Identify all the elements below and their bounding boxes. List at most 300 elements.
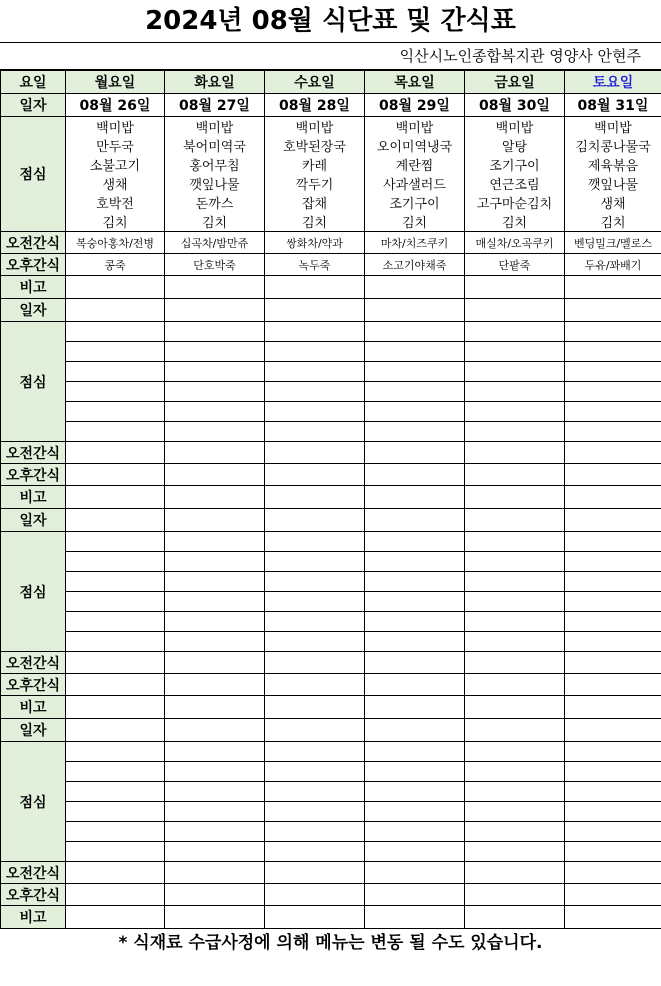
menu-item bbox=[66, 572, 165, 592]
menu-item: 백미밥 bbox=[365, 117, 465, 137]
menu-item bbox=[365, 532, 465, 552]
date-fri: 08월 30일 bbox=[465, 94, 565, 117]
menu-item bbox=[66, 612, 165, 632]
menu-item bbox=[66, 632, 165, 652]
menu-item bbox=[365, 762, 465, 782]
menu-item bbox=[66, 532, 165, 552]
am-snack-cell bbox=[165, 652, 265, 674]
date-cell bbox=[265, 509, 365, 532]
menu-item: 알탕 bbox=[465, 136, 565, 155]
week-1 bbox=[1, 71, 661, 299]
pm-snack-row bbox=[1, 254, 661, 276]
menu-item bbox=[565, 402, 661, 422]
menu-item bbox=[265, 742, 365, 762]
menu-item: 생채 bbox=[66, 174, 165, 193]
menu-item: 호박전 bbox=[66, 193, 165, 212]
pm-snack-cell bbox=[565, 884, 661, 906]
menu-item bbox=[165, 342, 265, 362]
lunch-row bbox=[1, 117, 661, 137]
row-label-pm-snack: 오후간식 bbox=[1, 884, 66, 906]
weekday-mon: 월요일 bbox=[66, 71, 165, 94]
menu-item bbox=[165, 742, 265, 762]
lunch-row bbox=[1, 362, 661, 382]
pm-snack-cell bbox=[365, 674, 465, 696]
menu-item bbox=[265, 802, 365, 822]
menu-item bbox=[265, 592, 365, 612]
menu-item bbox=[165, 382, 265, 402]
date-cell bbox=[565, 719, 661, 742]
lunch-row bbox=[1, 193, 661, 212]
menu-item bbox=[565, 342, 661, 362]
menu-item bbox=[265, 322, 365, 342]
weekday-sat: 토요일 bbox=[565, 71, 661, 94]
menu-item bbox=[365, 822, 465, 842]
menu-item: 깍두기 bbox=[265, 174, 365, 193]
menu-item bbox=[565, 842, 661, 862]
note-cell bbox=[165, 906, 265, 929]
note-cell bbox=[465, 276, 565, 299]
menu-item: 백미밥 bbox=[66, 117, 165, 137]
am-snack-row bbox=[1, 232, 661, 254]
pm-snack-cell: 콩죽 bbox=[66, 254, 165, 276]
date-tue: 08월 27일 bbox=[165, 94, 265, 117]
menu-item bbox=[565, 552, 661, 572]
pm-snack-cell bbox=[465, 674, 565, 696]
pm-snack-cell bbox=[265, 674, 365, 696]
date-row bbox=[1, 299, 661, 322]
note-cell bbox=[66, 906, 165, 929]
pm-snack-cell: 단팥죽 bbox=[465, 254, 565, 276]
menu-item: 조기구이 bbox=[465, 155, 565, 174]
menu-item: 계란찜 bbox=[365, 155, 465, 174]
menu-item bbox=[365, 382, 465, 402]
menu-item bbox=[66, 362, 165, 382]
menu-item: 백미밥 bbox=[165, 117, 265, 137]
week-4 bbox=[1, 719, 661, 929]
menu-item bbox=[66, 762, 165, 782]
menu-item bbox=[565, 322, 661, 342]
menu-item bbox=[365, 402, 465, 422]
menu-item bbox=[165, 802, 265, 822]
row-label-date: 일자 bbox=[1, 94, 66, 117]
menu-item: 김치 bbox=[465, 212, 565, 232]
note-cell bbox=[165, 276, 265, 299]
row-label-am-snack: 오전간식 bbox=[1, 232, 66, 254]
menu-item bbox=[265, 632, 365, 652]
date-cell bbox=[465, 509, 565, 532]
lunch-row bbox=[1, 742, 661, 762]
menu-item bbox=[565, 572, 661, 592]
lunch-row bbox=[1, 552, 661, 572]
date-cell bbox=[165, 719, 265, 742]
date-cell bbox=[66, 719, 165, 742]
lunch-row bbox=[1, 572, 661, 592]
lunch-row bbox=[1, 612, 661, 632]
menu-item: 연근조림 bbox=[465, 174, 565, 193]
menu-item bbox=[365, 592, 465, 612]
lunch-row bbox=[1, 342, 661, 362]
menu-item bbox=[165, 612, 265, 632]
pm-snack-cell: 두유/꽈배기 bbox=[565, 254, 661, 276]
am-snack-cell bbox=[565, 862, 661, 884]
menu-item bbox=[265, 422, 365, 442]
pm-snack-cell bbox=[265, 884, 365, 906]
am-snack-cell bbox=[365, 442, 465, 464]
menu-item bbox=[265, 342, 365, 362]
menu-item bbox=[565, 742, 661, 762]
menu-item bbox=[465, 362, 565, 382]
pm-snack-cell bbox=[66, 464, 165, 486]
note-cell bbox=[465, 696, 565, 719]
menu-item bbox=[265, 382, 365, 402]
weekday-header-row bbox=[1, 71, 661, 94]
menu-item: 북어미역국 bbox=[165, 136, 265, 155]
menu-item bbox=[565, 362, 661, 382]
row-label-am-snack: 오전간식 bbox=[1, 652, 66, 674]
menu-item bbox=[565, 592, 661, 612]
menu-item bbox=[465, 762, 565, 782]
date-wed: 08월 28일 bbox=[265, 94, 365, 117]
menu-item bbox=[165, 422, 265, 442]
weekday-wed: 수요일 bbox=[265, 71, 365, 94]
lunch-row bbox=[1, 174, 661, 193]
lunch-row bbox=[1, 532, 661, 552]
pm-snack-cell: 녹두죽 bbox=[265, 254, 365, 276]
row-label-date: 일자 bbox=[1, 719, 66, 742]
weekday-tue: 화요일 bbox=[165, 71, 265, 94]
menu-item bbox=[565, 802, 661, 822]
menu-item bbox=[66, 422, 165, 442]
menu-item bbox=[465, 842, 565, 862]
pm-snack-cell bbox=[165, 674, 265, 696]
am-snack-cell bbox=[66, 652, 165, 674]
note-cell bbox=[365, 276, 465, 299]
page-title: 2024년 08월 식단표 및 간식표 bbox=[0, 0, 661, 43]
menu-item: 오이미역냉국 bbox=[365, 136, 465, 155]
menu-item bbox=[365, 342, 465, 362]
note-cell bbox=[165, 486, 265, 509]
menu-item bbox=[265, 532, 365, 552]
menu-item bbox=[565, 782, 661, 802]
lunch-row bbox=[1, 422, 661, 442]
menu-item bbox=[265, 612, 365, 632]
week-3 bbox=[1, 509, 661, 719]
menu-item bbox=[365, 572, 465, 592]
lunch-row bbox=[1, 822, 661, 842]
menu-item bbox=[66, 382, 165, 402]
lunch-row bbox=[1, 322, 661, 342]
menu-item bbox=[565, 632, 661, 652]
menu-item bbox=[365, 322, 465, 342]
row-label-lunch: 점심 bbox=[1, 742, 66, 862]
pm-snack-cell bbox=[565, 674, 661, 696]
weekday-thu: 목요일 bbox=[365, 71, 465, 94]
pm-snack-cell bbox=[465, 884, 565, 906]
pm-snack-cell: 소고기야채죽 bbox=[365, 254, 465, 276]
menu-item bbox=[66, 802, 165, 822]
date-mon: 08월 26일 bbox=[66, 94, 165, 117]
menu-item bbox=[465, 532, 565, 552]
row-label-date: 일자 bbox=[1, 509, 66, 532]
date-cell bbox=[365, 509, 465, 532]
menu-item bbox=[365, 362, 465, 382]
note-cell bbox=[165, 696, 265, 719]
menu-item bbox=[265, 762, 365, 782]
lunch-row bbox=[1, 782, 661, 802]
date-row bbox=[1, 719, 661, 742]
menu-item bbox=[465, 782, 565, 802]
menu-item: 생채 bbox=[565, 193, 661, 212]
menu-item: 만두국 bbox=[66, 136, 165, 155]
author-line: 익산시노인종합복지관 영양사 안현주 bbox=[0, 43, 661, 70]
menu-item: 김치 bbox=[265, 212, 365, 232]
row-label-date: 일자 bbox=[1, 299, 66, 322]
menu-item bbox=[465, 322, 565, 342]
menu-item: 잡채 bbox=[265, 193, 365, 212]
row-label-pm-snack: 오후간식 bbox=[1, 674, 66, 696]
menu-item bbox=[265, 402, 365, 422]
date-row bbox=[1, 94, 661, 117]
am-snack-cell bbox=[265, 862, 365, 884]
note-cell bbox=[265, 696, 365, 719]
menu-item: 김치 bbox=[565, 212, 661, 232]
menu-item bbox=[265, 552, 365, 572]
menu-item bbox=[165, 532, 265, 552]
am-snack-cell bbox=[165, 442, 265, 464]
menu-item: 호박된장국 bbox=[265, 136, 365, 155]
note-cell bbox=[66, 276, 165, 299]
menu-item: 조기구이 bbox=[365, 193, 465, 212]
am-snack-cell bbox=[165, 862, 265, 884]
menu-item: 백미밥 bbox=[565, 117, 661, 137]
date-sat: 08월 31일 bbox=[565, 94, 661, 117]
menu-item bbox=[66, 592, 165, 612]
row-label-note: 비고 bbox=[1, 696, 66, 719]
date-cell bbox=[66, 299, 165, 322]
menu-item bbox=[165, 552, 265, 572]
pm-snack-cell bbox=[365, 884, 465, 906]
am-snack-cell bbox=[465, 652, 565, 674]
pm-snack-cell bbox=[165, 464, 265, 486]
note-cell bbox=[265, 276, 365, 299]
note-cell bbox=[565, 696, 661, 719]
row-label-lunch: 점심 bbox=[1, 532, 66, 652]
note-cell bbox=[565, 276, 661, 299]
pm-snack-cell bbox=[66, 884, 165, 906]
date-cell bbox=[265, 719, 365, 742]
menu-item bbox=[66, 842, 165, 862]
date-cell bbox=[565, 299, 661, 322]
menu-item: 김치 bbox=[165, 212, 265, 232]
am-snack-cell: 매실차/오곡쿠키 bbox=[465, 232, 565, 254]
note-cell bbox=[265, 486, 365, 509]
menu-item bbox=[66, 782, 165, 802]
menu-item bbox=[565, 422, 661, 442]
am-snack-cell: 복숭아홍차/전병 bbox=[66, 232, 165, 254]
menu-item bbox=[465, 422, 565, 442]
menu-item bbox=[265, 782, 365, 802]
date-cell bbox=[265, 299, 365, 322]
lunch-row bbox=[1, 632, 661, 652]
row-label-pm-snack: 오후간식 bbox=[1, 464, 66, 486]
menu-item: 김치 bbox=[365, 212, 465, 232]
lunch-row bbox=[1, 592, 661, 612]
menu-item bbox=[66, 822, 165, 842]
am-snack-cell: 십곡차/밤만쥬 bbox=[165, 232, 265, 254]
menu-item bbox=[165, 632, 265, 652]
footer-notice: * 식재료 수급사정에 의해 메뉴는 변동 될 수도 있습니다. bbox=[118, 933, 543, 953]
menu-item bbox=[465, 402, 565, 422]
menu-item: 김치 bbox=[66, 212, 165, 232]
menu-item bbox=[365, 422, 465, 442]
lunch-row bbox=[1, 842, 661, 862]
pm-snack-cell bbox=[265, 464, 365, 486]
note-cell bbox=[66, 486, 165, 509]
menu-item bbox=[365, 802, 465, 822]
pm-snack-row bbox=[1, 674, 661, 696]
lunch-row bbox=[1, 382, 661, 402]
menu-item bbox=[265, 822, 365, 842]
pm-snack-row bbox=[1, 884, 661, 906]
menu-item bbox=[465, 632, 565, 652]
am-snack-cell: 벤딩밀크/멜로스 bbox=[565, 232, 661, 254]
menu-item bbox=[165, 762, 265, 782]
menu-item bbox=[365, 782, 465, 802]
row-label-lunch: 점심 bbox=[1, 117, 66, 232]
note-row bbox=[1, 696, 661, 719]
note-cell bbox=[365, 486, 465, 509]
menu-item bbox=[265, 572, 365, 592]
lunch-row bbox=[1, 802, 661, 822]
menu-item bbox=[66, 342, 165, 362]
menu-item bbox=[66, 402, 165, 422]
row-label-lunch: 점심 bbox=[1, 322, 66, 442]
weekday-fri: 금요일 bbox=[465, 71, 565, 94]
menu-item: 고구마순김치 bbox=[465, 193, 565, 212]
menu-item bbox=[165, 362, 265, 382]
menu-item: 깻잎나물 bbox=[165, 174, 265, 193]
menu-item bbox=[565, 612, 661, 632]
date-thu: 08월 29일 bbox=[365, 94, 465, 117]
menu-table bbox=[0, 70, 661, 929]
am-snack-cell bbox=[66, 442, 165, 464]
menu-item: 소불고기 bbox=[66, 155, 165, 174]
pm-snack-cell bbox=[66, 674, 165, 696]
note-cell bbox=[465, 486, 565, 509]
menu-item bbox=[465, 742, 565, 762]
am-snack-cell: 마차/치즈쿠키 bbox=[365, 232, 465, 254]
lunch-row bbox=[1, 402, 661, 422]
am-snack-cell bbox=[565, 442, 661, 464]
menu-item bbox=[465, 592, 565, 612]
menu-item: 백미밥 bbox=[465, 117, 565, 137]
am-snack-cell bbox=[365, 652, 465, 674]
menu-item bbox=[265, 842, 365, 862]
lunch-row bbox=[1, 762, 661, 782]
menu-item bbox=[465, 552, 565, 572]
menu-item bbox=[565, 762, 661, 782]
menu-item bbox=[465, 572, 565, 592]
menu-item bbox=[565, 382, 661, 402]
menu-item bbox=[66, 322, 165, 342]
menu-item bbox=[165, 322, 265, 342]
menu-item bbox=[465, 612, 565, 632]
menu-item bbox=[66, 552, 165, 572]
row-label-note: 비고 bbox=[1, 276, 66, 299]
note-cell bbox=[265, 906, 365, 929]
row-label-am-snack: 오전간식 bbox=[1, 442, 66, 464]
note-cell bbox=[565, 486, 661, 509]
menu-item bbox=[265, 362, 365, 382]
menu-item: 사과샐러드 bbox=[365, 174, 465, 193]
menu-item bbox=[365, 612, 465, 632]
row-label-note: 비고 bbox=[1, 906, 66, 929]
pm-snack-cell: 단호박죽 bbox=[165, 254, 265, 276]
pm-snack-row bbox=[1, 464, 661, 486]
pm-snack-cell bbox=[565, 464, 661, 486]
am-snack-cell bbox=[365, 862, 465, 884]
note-cell bbox=[365, 696, 465, 719]
menu-item bbox=[565, 532, 661, 552]
lunch-row bbox=[1, 212, 661, 232]
menu-item: 카레 bbox=[265, 155, 365, 174]
menu-item: 백미밥 bbox=[265, 117, 365, 137]
menu-item bbox=[165, 782, 265, 802]
am-snack-row bbox=[1, 862, 661, 884]
menu-item bbox=[165, 592, 265, 612]
menu-item bbox=[465, 822, 565, 842]
am-snack-cell bbox=[565, 652, 661, 674]
note-cell bbox=[465, 906, 565, 929]
note-cell bbox=[66, 696, 165, 719]
am-snack-row bbox=[1, 442, 661, 464]
note-cell bbox=[365, 906, 465, 929]
pm-snack-cell bbox=[365, 464, 465, 486]
am-snack-cell: 쌍화차/약과 bbox=[265, 232, 365, 254]
menu-item bbox=[365, 632, 465, 652]
am-snack-cell bbox=[265, 442, 365, 464]
date-cell bbox=[365, 719, 465, 742]
menu-item bbox=[165, 822, 265, 842]
row-label-pm-snack: 오후간식 bbox=[1, 254, 66, 276]
date-cell bbox=[165, 299, 265, 322]
am-snack-cell bbox=[465, 862, 565, 884]
row-label-note: 비고 bbox=[1, 486, 66, 509]
menu-item: 깻잎나물 bbox=[565, 174, 661, 193]
menu-item: 제육볶음 bbox=[565, 155, 661, 174]
menu-item bbox=[465, 802, 565, 822]
menu-item: 돈까스 bbox=[165, 193, 265, 212]
note-cell bbox=[565, 906, 661, 929]
date-cell bbox=[565, 509, 661, 532]
am-snack-cell bbox=[265, 652, 365, 674]
date-cell bbox=[165, 509, 265, 532]
menu-item bbox=[165, 842, 265, 862]
note-row bbox=[1, 486, 661, 509]
menu-item bbox=[465, 342, 565, 362]
menu-item bbox=[365, 552, 465, 572]
menu-item bbox=[165, 572, 265, 592]
date-cell bbox=[365, 299, 465, 322]
note-row bbox=[1, 276, 661, 299]
menu-item bbox=[165, 402, 265, 422]
menu-item bbox=[365, 842, 465, 862]
date-row bbox=[1, 509, 661, 532]
am-snack-cell bbox=[465, 442, 565, 464]
date-cell bbox=[465, 299, 565, 322]
date-cell bbox=[465, 719, 565, 742]
pm-snack-cell bbox=[165, 884, 265, 906]
